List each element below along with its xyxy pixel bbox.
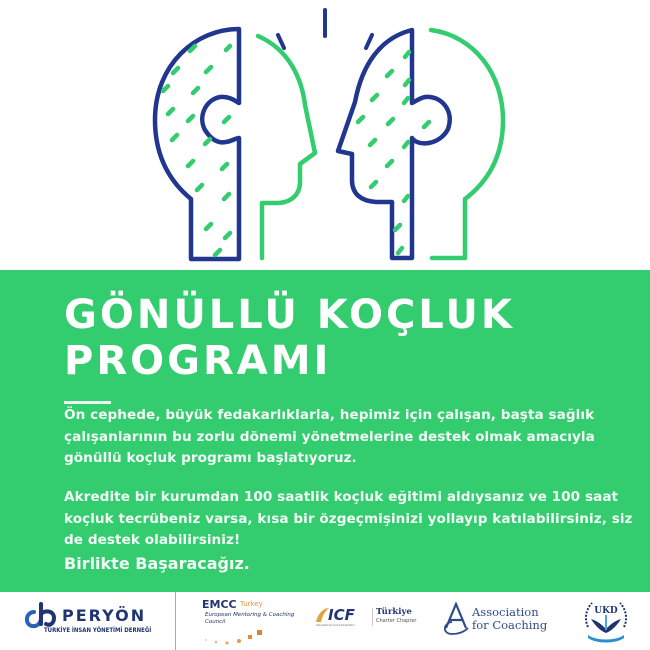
- emcc-dots-icon: [202, 626, 272, 646]
- title-line-1: GÖNÜLLÜ KOÇLUK: [64, 292, 515, 338]
- ukd-logo: [578, 597, 634, 647]
- partner-logos: [0, 592, 650, 650]
- logo-divider: [175, 592, 176, 650]
- emcc-name: EMCC: [202, 598, 237, 611]
- title-underline: [64, 401, 111, 404]
- afc-line-2: for Coaching: [472, 618, 548, 632]
- icf-chapter: Charter Chapter: [376, 618, 417, 624]
- peryon-logo: [22, 602, 172, 642]
- emcc-country: Turkey: [240, 600, 263, 608]
- dash-pattern-left: [163, 46, 230, 255]
- title-line-2: PROGRAMI: [64, 338, 332, 384]
- program-panel: [0, 270, 650, 592]
- two-heads-puzzle-icon: [0, 0, 650, 270]
- slogan: Birlikte Başaracağız.: [64, 554, 250, 573]
- icf-logo: [314, 606, 434, 636]
- icf-name: ICF: [328, 606, 355, 624]
- sparkle-icon: [278, 10, 372, 48]
- icf-country: Türkiye: [376, 607, 412, 617]
- icf-tagline: International Coach Federation: [316, 624, 355, 627]
- peryon-name: PERYÖN: [62, 606, 147, 625]
- intro-paragraph: Ön cephede, büyük fedakarlıklarla, hepimiz için çalışan, başta sağlık çalışanlarının bu zorlu dönemi yönetmelerine destek olmak amacıyla gönüllü koçluk programı başlatıyoruz.: [64, 407, 595, 466]
- icf-separator: [372, 608, 373, 626]
- eligibility-paragraph: Akredite bir kurumdan 100 saatlik koçluk eğitimi aldıysanız ve 100 saat koçluk tecrübeniz varsa, kısa bir özgeçmişinizi yollayıp katılabilirsiniz, siz de destek olabilirsiniz!: [64, 489, 633, 548]
- association-for-coaching-logo: [440, 602, 550, 638]
- ukd-name: UKD: [594, 606, 618, 616]
- afc-monogram-icon: [440, 602, 472, 636]
- right-head-icon: [338, 30, 503, 258]
- afc-line-1: Association: [472, 605, 539, 619]
- peryon-mark-icon: [22, 602, 62, 630]
- ukd-emblem-icon: [578, 597, 634, 647]
- emcc-logo: [202, 598, 302, 646]
- hero-illustration: [0, 0, 650, 270]
- left-head-icon: [155, 29, 315, 259]
- peryon-subtitle: TÜRKİYE İNSAN YÖNETİMİ DERNEĞİ: [44, 627, 152, 634]
- page-title: [64, 292, 624, 384]
- emcc-subtitle: European Mentoring & Coaching Council: [205, 612, 295, 625]
